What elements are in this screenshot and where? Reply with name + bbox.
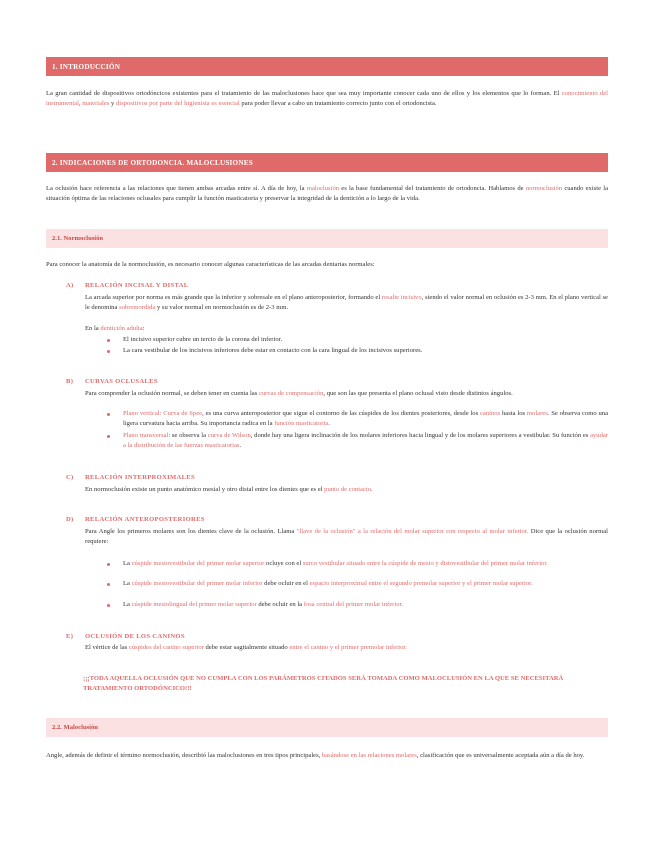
highlight-text: fosa central del primer molar inferior. bbox=[303, 601, 403, 608]
item-letter-c: C) bbox=[66, 474, 74, 481]
text: ocluye con el bbox=[264, 560, 303, 567]
highlight-text: cúspides del canino superior bbox=[128, 644, 204, 651]
highlight-text: dispositivos por parte del higienista es esencial bbox=[115, 100, 240, 108]
intro-paragraph bbox=[46, 89, 608, 110]
text: , bbox=[78, 100, 83, 108]
text: para poder llevar a cabo un tratamiento correcto junto con el ortodoncista. bbox=[239, 100, 437, 108]
text: Dice que la oclusión normal requiere: bbox=[85, 528, 608, 546]
bullet-dot bbox=[107, 413, 110, 416]
subsection-header-maloclusion bbox=[46, 718, 608, 737]
item-letter-d: D) bbox=[66, 516, 74, 523]
text: : bbox=[142, 325, 145, 332]
item-title-b: CURVAS OCLUSALES bbox=[85, 378, 158, 385]
bullet-item: El incisivo superior cubre un tercio de la corona del inferior. bbox=[123, 336, 283, 343]
highlight-text: caninos bbox=[480, 410, 501, 417]
highlight-text: cúspide mesiovestibular del primer molar superior bbox=[131, 560, 265, 567]
text: y bbox=[109, 100, 116, 108]
oclusion-paragraph bbox=[46, 184, 608, 205]
item-c-paragraph bbox=[85, 485, 608, 495]
highlight-text: normoclusión bbox=[525, 185, 563, 192]
text: En normoclusión existe un punto anatómico mesial y otro distal entre los dientes que es el bbox=[85, 486, 325, 493]
highlight-text: entre el canino y el primer premolar inferior. bbox=[289, 644, 407, 651]
bullet-dot bbox=[107, 350, 110, 353]
text: Angle, además de definir el término normoclusión, describió las maloclusiones en tres tipos principales, bbox=[46, 752, 322, 759]
highlight-text: materiales bbox=[82, 100, 110, 108]
text: . bbox=[328, 420, 330, 428]
bullet-item bbox=[123, 600, 608, 610]
highlight-text: resalte incisivo bbox=[381, 294, 422, 301]
highlight-text: espacio interproximal entre el segundo premolar superior y el primer molar superior. bbox=[309, 580, 533, 587]
text: La bbox=[123, 580, 132, 587]
text: La arcada superior por norma es más grande que la inferior y sobresale en el plano anteroposterior, formando el bbox=[85, 294, 382, 301]
highlight-text: molares bbox=[526, 410, 548, 417]
item-letter-e: E) bbox=[66, 633, 74, 640]
text: debe estar sagitalmente situado bbox=[203, 644, 290, 651]
text: , que son las que presenta el plano oclusal visto desde distintos ángulos. bbox=[323, 390, 513, 397]
section-header-introduccion bbox=[46, 57, 608, 76]
highlight-text: Plano vertical: Curva de Spee bbox=[123, 410, 203, 417]
text: hasta los bbox=[500, 410, 527, 417]
text: debe ocluir en el bbox=[262, 580, 310, 587]
item-title-d: RELACIÓN ANTEROPOSTERIORES bbox=[85, 516, 205, 523]
subsection-title: 2.1. Normoclusión bbox=[52, 235, 104, 242]
highlight-text: curvas de compensación bbox=[258, 390, 324, 397]
subsection-title: 2.2. Maloclusión bbox=[52, 724, 98, 731]
item-e-paragraph bbox=[85, 643, 608, 653]
text: La gran cantidad de dispositivos ortodóncicos existentes para el tratamiento de las maloclusiones hace que sea muy importante conocer cada uno de ellos y los elementos que lo forman. El bbox=[46, 90, 562, 97]
text: La bbox=[123, 560, 132, 567]
text: La oclusión hace referencia a las relaciones que tienen ambas arcadas entre sí. A día de hoy, la bbox=[46, 185, 307, 192]
highlight-text: sobremordida bbox=[119, 304, 156, 312]
bullet-dot bbox=[107, 604, 110, 607]
item-title-c: RELACIÓN INTERPROXIMALES bbox=[85, 474, 195, 481]
highlight-text: función masticatoria bbox=[274, 420, 329, 428]
section-title: 1. INTRODUCCIÓN bbox=[52, 62, 121, 71]
item-title-a: RELACIÓN INCISAL Y DISTAL bbox=[85, 282, 189, 289]
highlight-text: maloclusión bbox=[306, 185, 340, 192]
item-b-paragraph bbox=[85, 389, 608, 399]
highlight-text: conocimiento del instrumental bbox=[46, 90, 608, 108]
bullet-item bbox=[123, 559, 608, 569]
bullet-dot bbox=[107, 563, 110, 566]
highlight-text: dentición adulta bbox=[100, 325, 143, 332]
text: Para Angle los primeros molares son los dientes clave de la oclusión. Llama bbox=[85, 528, 297, 535]
text: , siendo el valor normal en oclusión es 2-3 mm. En el plano vertical se le denomina bbox=[85, 294, 608, 312]
highlight-text: cúspide mesiolingual del primer molar superior bbox=[131, 601, 257, 608]
bullet-dot bbox=[107, 583, 110, 586]
bullet-item: La cara vestibular de los incisivos inferiores debe estar en contacto con la cara lingual de los incisivos superiores. bbox=[123, 347, 423, 354]
text: En la bbox=[85, 325, 101, 332]
text: , clasificación que es universalmente aceptada aún a día de hoy. bbox=[416, 752, 585, 759]
item-d-paragraph bbox=[85, 527, 608, 548]
highlight-text: curva de Wilson bbox=[207, 432, 251, 439]
text: , es una curva anteroposterior que sigue el contorno de las cúspides de los dientes posteriores, desde los bbox=[202, 410, 480, 417]
item-a-paragraph bbox=[85, 293, 608, 314]
maloclusion-paragraph bbox=[46, 751, 608, 761]
text: Para comprender la oclusión normal, se deben tener en cuenta las bbox=[85, 390, 259, 397]
item-title-e: OCLUSIÓN DE LOS CANINOS bbox=[85, 633, 185, 640]
highlight-text: cúspide mesiovestibular del primer molar inferior bbox=[131, 580, 263, 587]
text: cuando existe la situación óptima de las relaciones oclusales para cumplir la función masticatoria y preservar la integridad de la dentición a lo largo de la vida. bbox=[46, 185, 609, 203]
normoclusion-intro: Para conocer la anatomía de la normoclusión, es necesario conocer algunas características de las arcadas dentarias normales: bbox=[46, 261, 375, 268]
item-letter-a: A) bbox=[66, 282, 74, 289]
bullet-dot bbox=[107, 435, 110, 438]
bullet-item bbox=[123, 431, 608, 452]
text: . bbox=[371, 486, 373, 493]
text: es la base fundamental del tratamiento de ortodoncia. Hablamos de bbox=[339, 185, 526, 192]
text: La bbox=[123, 601, 132, 608]
text: debe ocluir en la bbox=[256, 601, 304, 608]
highlight-text: ayudar a la distribución de las fuerzas masticatorias bbox=[123, 432, 609, 450]
text: , donde hay una ligera inclinación de los molares inferiores hacia lingual y de los molares superiores a vestibular. Su función es bbox=[250, 432, 591, 439]
text: . bbox=[239, 442, 242, 450]
warning-note: ¡¡¡TODA AQUELLA OCLUSIÓN QUE NO CUMPLA CON LOS PARÁMETROS CITADOS SERÁ TOMADA COMO MALOCLUSIÓN EN LA QUE SE NECESITARÁ TRATAMIENTO ORTODÓNCICO!!! bbox=[83, 675, 564, 693]
text: El vértice de las bbox=[85, 644, 129, 651]
bullet-item bbox=[123, 409, 608, 430]
bullet-item bbox=[123, 579, 608, 589]
text: . Se observa como una ligera curvatura hacia arriba. Su importancia radica en la bbox=[123, 410, 608, 428]
highlight-text: punto de contacto bbox=[324, 486, 372, 493]
subsection-header-normoclusion bbox=[46, 229, 608, 248]
text: y su valor normal en normoclusión es de 2-3 mm. bbox=[155, 304, 289, 312]
highlight-text: Plano transversal bbox=[123, 432, 169, 439]
bullet-dot bbox=[107, 339, 110, 342]
item-a-adult bbox=[85, 324, 608, 334]
highlight-text: surco vestibular situado entre la cúspide de mesio y distovestibular del primer molar inferior. bbox=[302, 560, 548, 567]
section-title: 2. INDICACIONES DE ORTODONCIA. MALOCLUSIONES bbox=[52, 158, 253, 167]
highlight-text: "llave de la oclusión" a la relación del molar superior con respecto al molar inferior. bbox=[296, 528, 529, 535]
item-letter-b: B) bbox=[66, 378, 74, 385]
text: : se observa la bbox=[168, 432, 208, 439]
section-header-indicaciones bbox=[46, 153, 608, 172]
highlight-text: basándose en las relaciones molares bbox=[321, 752, 417, 759]
